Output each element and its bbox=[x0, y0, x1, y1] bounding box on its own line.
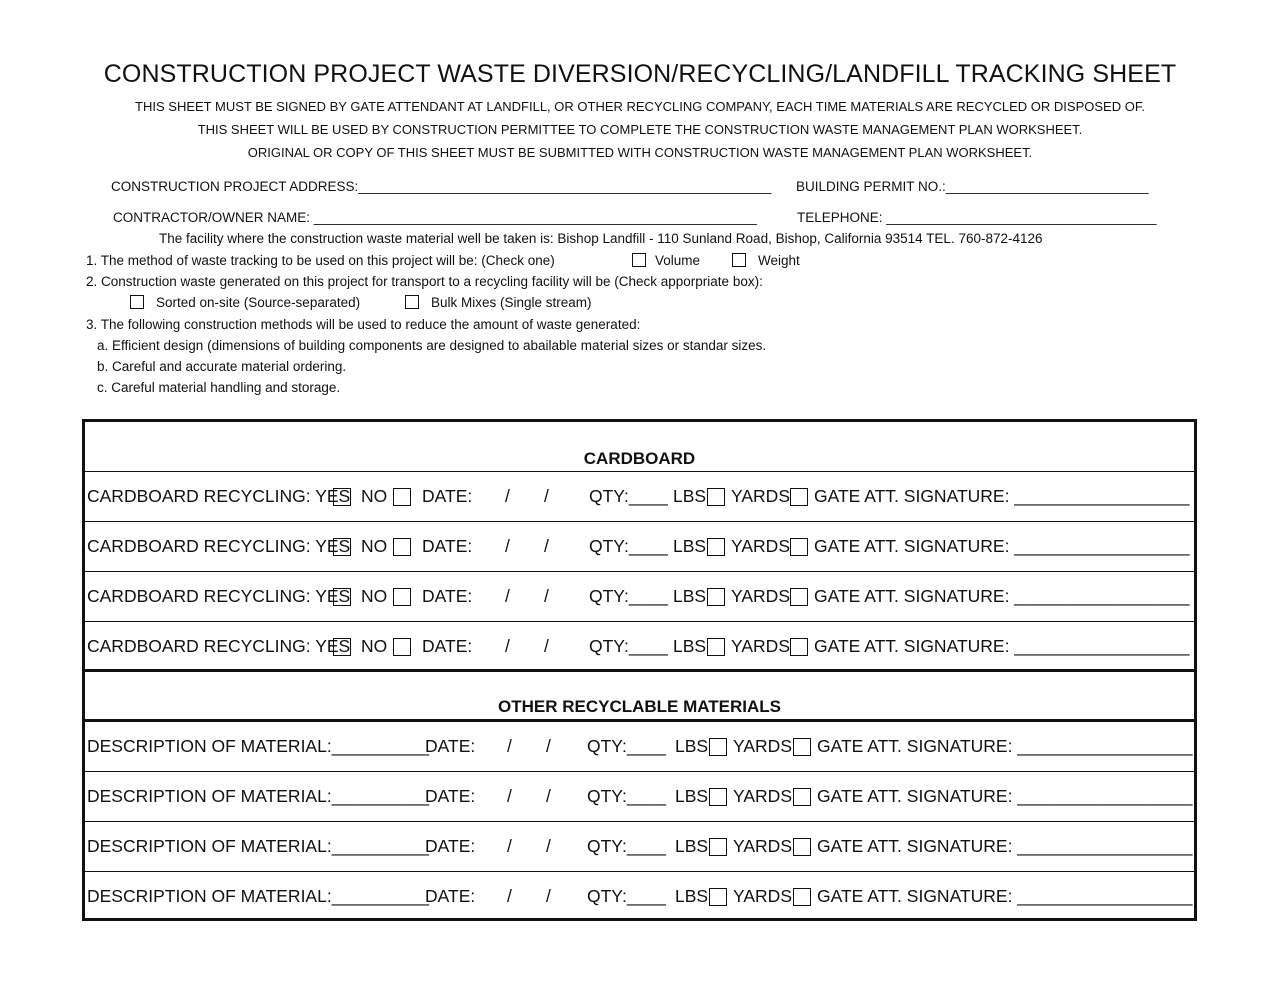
date-label: DATE: bbox=[422, 636, 473, 656]
material-description-field[interactable]: DESCRIPTION OF MATERIAL:__________ bbox=[87, 786, 430, 806]
no-checkbox[interactable] bbox=[393, 488, 411, 506]
volume-checkbox[interactable] bbox=[632, 253, 646, 267]
yards-label: YARDS bbox=[733, 836, 792, 856]
form-title: CONSTRUCTION PROJECT WASTE DIVERSION/RECYCLING/LANDFILL TRACKING SHEET bbox=[103, 60, 1177, 88]
instruction-line-2: THIS SHEET WILL BE USED BY CONSTRUCTION PERMITTEE TO COMPLETE THE CONSTRUCTION WASTE MANAGEMENT PLAN WORKSHEET. bbox=[197, 122, 1083, 137]
cardboard-heading-row bbox=[85, 422, 1194, 472]
lbs-label: LBS bbox=[675, 886, 709, 906]
yards-checkbox[interactable] bbox=[790, 538, 808, 556]
yes-checkbox[interactable] bbox=[333, 538, 351, 556]
yes-checkbox[interactable] bbox=[333, 638, 351, 656]
date-slash: / bbox=[505, 636, 510, 656]
yards-label: YARDS bbox=[733, 736, 792, 756]
other-materials-heading: OTHER RECYCLABLE MATERIALS bbox=[497, 697, 781, 716]
no-checkbox[interactable] bbox=[393, 538, 411, 556]
no-label: NO bbox=[361, 636, 388, 656]
signature-field[interactable]: GATE ATT. SIGNATURE: __________________ bbox=[814, 636, 1190, 656]
date-slash: / bbox=[544, 636, 549, 656]
question-1: 1. The method of waste tracking to be used on this project will be: (Check one) bbox=[86, 253, 555, 268]
other-material-row bbox=[85, 722, 1194, 772]
date-label: DATE: bbox=[425, 786, 476, 806]
date-slash: / bbox=[505, 536, 510, 556]
yards-label: YARDS bbox=[731, 636, 790, 656]
lbs-checkbox[interactable] bbox=[709, 838, 727, 856]
no-label: NO bbox=[361, 486, 388, 506]
date-slash: / bbox=[507, 886, 512, 906]
lbs-checkbox[interactable] bbox=[709, 788, 727, 806]
yards-label: YARDS bbox=[733, 786, 792, 806]
yes-checkbox[interactable] bbox=[333, 488, 351, 506]
weight-label: Weight bbox=[758, 253, 800, 268]
date-slash: / bbox=[505, 486, 510, 506]
question-2: 2. Construction waste generated on this project for transport to a recycling facility will be (Check apporpriate box): bbox=[86, 274, 763, 289]
sorted-onsite-checkbox[interactable] bbox=[130, 295, 144, 309]
yes-checkbox[interactable] bbox=[333, 588, 351, 606]
date-slash: / bbox=[507, 836, 512, 856]
yards-label: YARDS bbox=[733, 886, 792, 906]
cardboard-recycling-label: CARDBOARD RECYCLING: YES bbox=[87, 636, 351, 656]
yards-checkbox[interactable] bbox=[790, 488, 808, 506]
other-heading-row bbox=[85, 672, 1194, 722]
date-slash: / bbox=[505, 586, 510, 606]
lbs-checkbox[interactable] bbox=[709, 738, 727, 756]
cardboard-row bbox=[85, 522, 1194, 572]
lbs-label: LBS bbox=[673, 586, 707, 606]
yards-checkbox[interactable] bbox=[793, 788, 811, 806]
no-label: NO bbox=[361, 586, 388, 606]
date-slash: / bbox=[507, 736, 512, 756]
yards-checkbox[interactable] bbox=[790, 638, 808, 656]
lbs-checkbox[interactable] bbox=[707, 538, 725, 556]
building-permit-field[interactable]: BUILDING PERMIT NO.:___________________________ bbox=[796, 179, 1149, 194]
qty-field[interactable]: QTY:____ bbox=[587, 836, 666, 856]
cardboard-heading: CARDBOARD bbox=[583, 449, 696, 468]
contractor-name-field[interactable]: CONTRACTOR/OWNER NAME: ___________________________________________________________ bbox=[113, 210, 757, 225]
bulk-mixes-checkbox[interactable] bbox=[405, 295, 419, 309]
yards-checkbox[interactable] bbox=[793, 888, 811, 906]
project-address-field[interactable]: CONSTRUCTION PROJECT ADDRESS:_______________________________________________________ bbox=[111, 179, 772, 194]
date-slash: / bbox=[544, 586, 549, 606]
lbs-label: LBS bbox=[675, 736, 709, 756]
yards-checkbox[interactable] bbox=[790, 588, 808, 606]
lbs-checkbox[interactable] bbox=[707, 638, 725, 656]
method-a: a. Efficient design (dimensions of building components are designed to abailable material sizes or standar sizes. bbox=[97, 338, 767, 353]
date-label: DATE: bbox=[422, 486, 473, 506]
date-slash: / bbox=[546, 836, 551, 856]
method-c: c. Careful material handling and storage. bbox=[97, 380, 341, 395]
qty-field[interactable]: QTY:____ bbox=[587, 886, 666, 906]
bulk-mixes-label: Bulk Mixes (Single stream) bbox=[431, 295, 592, 310]
cardboard-row bbox=[85, 472, 1194, 522]
qty-field[interactable]: QTY:____ bbox=[589, 486, 668, 506]
lbs-checkbox[interactable] bbox=[707, 588, 725, 606]
date-label: DATE: bbox=[422, 536, 473, 556]
other-material-row bbox=[85, 822, 1194, 872]
qty-field[interactable]: QTY:____ bbox=[587, 736, 666, 756]
lbs-label: LBS bbox=[675, 786, 709, 806]
date-label: DATE: bbox=[425, 886, 476, 906]
cardboard-recycling-label: CARDBOARD RECYCLING: YES bbox=[87, 536, 351, 556]
method-b: b. Careful and accurate material ordering. bbox=[97, 359, 347, 374]
signature-field[interactable]: GATE ATT. SIGNATURE: __________________ bbox=[814, 486, 1190, 506]
yards-checkbox[interactable] bbox=[793, 738, 811, 756]
yards-label: YARDS bbox=[731, 536, 790, 556]
date-slash: / bbox=[544, 536, 549, 556]
signature-field[interactable]: GATE ATT. SIGNATURE: __________________ bbox=[817, 736, 1193, 756]
weight-checkbox[interactable] bbox=[732, 253, 746, 267]
lbs-label: LBS bbox=[673, 636, 707, 656]
yards-label: YARDS bbox=[731, 486, 790, 506]
lbs-label: LBS bbox=[673, 536, 707, 556]
telephone-field[interactable]: TELEPHONE: ____________________________________ bbox=[797, 210, 1157, 225]
signature-field[interactable]: GATE ATT. SIGNATURE: __________________ bbox=[817, 836, 1193, 856]
date-label: DATE: bbox=[425, 836, 476, 856]
material-description-field[interactable]: DESCRIPTION OF MATERIAL:__________ bbox=[87, 736, 430, 756]
qty-field[interactable]: QTY:____ bbox=[587, 786, 666, 806]
signature-field[interactable]: GATE ATT. SIGNATURE: __________________ bbox=[814, 536, 1190, 556]
date-slash: / bbox=[507, 786, 512, 806]
cardboard-recycling-label: CARDBOARD RECYCLING: YES bbox=[87, 586, 351, 606]
signature-field[interactable]: GATE ATT. SIGNATURE: __________________ bbox=[814, 586, 1190, 606]
facility-info: The facility where the construction waste material well be taken is: Bishop Landfill - 110 Sunland Road, Bishop, California 93514 TEL. 760-872-4126 bbox=[159, 231, 1043, 246]
material-description-field[interactable]: DESCRIPTION OF MATERIAL:__________ bbox=[87, 886, 430, 906]
qty-field[interactable]: QTY:____ bbox=[589, 536, 668, 556]
material-description-field[interactable]: DESCRIPTION OF MATERIAL:__________ bbox=[87, 836, 430, 856]
yards-checkbox[interactable] bbox=[793, 838, 811, 856]
qty-field[interactable]: QTY:____ bbox=[589, 586, 668, 606]
date-label: DATE: bbox=[422, 586, 473, 606]
lbs-label: LBS bbox=[673, 486, 707, 506]
volume-label: Volume bbox=[655, 253, 701, 268]
cardboard-recycling-label: CARDBOARD RECYCLING: YES bbox=[87, 486, 351, 506]
date-slash: / bbox=[546, 736, 551, 756]
tracking-table bbox=[82, 419, 1197, 921]
other-material-row bbox=[85, 872, 1194, 922]
lbs-checkbox[interactable] bbox=[709, 888, 727, 906]
question-3: 3. The following construction methods will be used to reduce the amount of waste generated: bbox=[86, 317, 641, 332]
lbs-checkbox[interactable] bbox=[707, 488, 725, 506]
cardboard-row bbox=[85, 572, 1194, 622]
signature-field[interactable]: GATE ATT. SIGNATURE: __________________ bbox=[817, 786, 1193, 806]
instruction-line-1: THIS SHEET MUST BE SIGNED BY GATE ATTENDANT AT LANDFILL, OR OTHER RECYCLING COMPANY, EACH TIME MATERIALS ARE RECYCLED OR DISPOSED OF. bbox=[135, 99, 1145, 114]
sorted-onsite-label: Sorted on-site (Source-separated) bbox=[156, 295, 361, 310]
no-checkbox[interactable] bbox=[393, 638, 411, 656]
date-slash: / bbox=[546, 886, 551, 906]
date-label: DATE: bbox=[425, 736, 476, 756]
no-label: NO bbox=[361, 536, 388, 556]
yards-label: YARDS bbox=[731, 586, 790, 606]
cardboard-row bbox=[85, 622, 1194, 672]
signature-field[interactable]: GATE ATT. SIGNATURE: __________________ bbox=[817, 886, 1193, 906]
other-material-row bbox=[85, 772, 1194, 822]
date-slash: / bbox=[546, 786, 551, 806]
qty-field[interactable]: QTY:____ bbox=[589, 636, 668, 656]
lbs-label: LBS bbox=[675, 836, 709, 856]
date-slash: / bbox=[544, 486, 549, 506]
no-checkbox[interactable] bbox=[393, 588, 411, 606]
instruction-line-3: ORIGINAL OR COPY OF THIS SHEET MUST BE SUBMITTED WITH CONSTRUCTION WASTE MANAGEMENT PLAN WORKSHEET. bbox=[247, 145, 1033, 160]
